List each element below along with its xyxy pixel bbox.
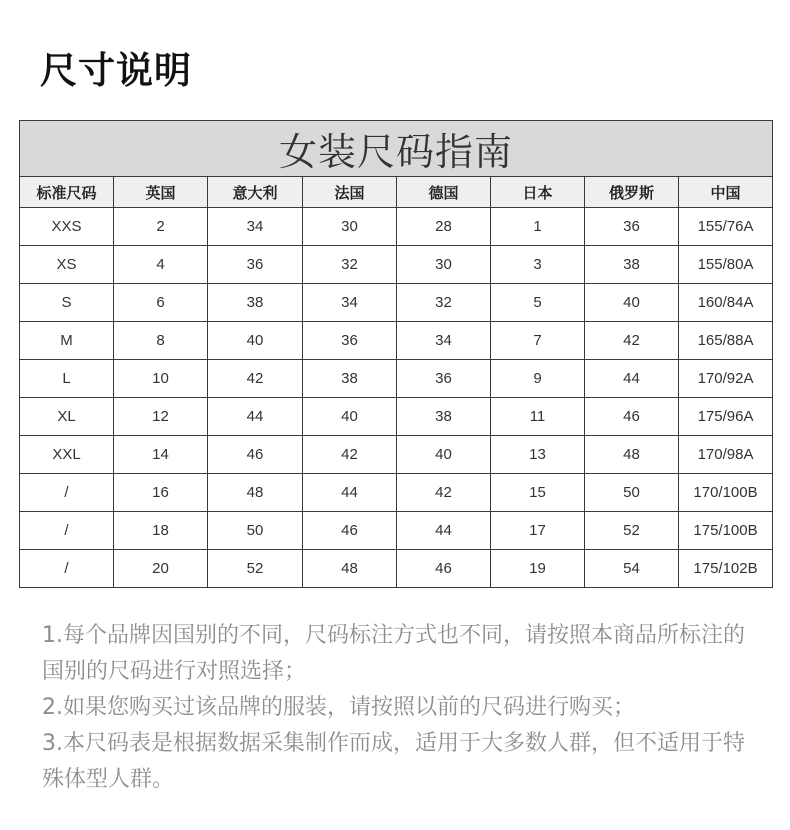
note-item: 1.每个品牌因国别的不同，尺码标注方式也不同，请按照本商品所标注的国别的尺码进行对照选择； <box>42 623 745 684</box>
table-cell: L <box>20 360 114 398</box>
table-body <box>20 208 773 588</box>
table-cell: 46 <box>397 550 491 588</box>
table-cell: M <box>20 322 114 360</box>
table-cell: 38 <box>397 398 491 436</box>
page-title: 尺寸说明 <box>40 49 192 92</box>
table-row <box>20 474 773 512</box>
note-item: 3.本尺码表是根据数据采集制作而成，适用于大多数人群，但不适用于特殊体型人群。 <box>42 731 745 792</box>
table-cell: 48 <box>585 436 679 474</box>
table-cell: 38 <box>303 360 397 398</box>
table-cell: 40 <box>397 436 491 474</box>
table-cell: 18 <box>114 512 208 550</box>
table-cell: / <box>20 474 114 512</box>
table-row <box>20 512 773 550</box>
table-cell: 17 <box>491 512 585 550</box>
table-cell: 9 <box>491 360 585 398</box>
table-cell: XS <box>20 246 114 284</box>
table-row <box>20 360 773 398</box>
table-cell: S <box>20 284 114 322</box>
table-cell: 2 <box>114 208 208 246</box>
table-cell: 165/88A <box>679 322 773 360</box>
table-cell: / <box>20 550 114 588</box>
table-cell: 42 <box>397 474 491 512</box>
table-row <box>20 208 773 246</box>
table-cell: 46 <box>303 512 397 550</box>
table-cell: 54 <box>585 550 679 588</box>
header-row <box>20 177 773 208</box>
table-cell: 155/76A <box>679 208 773 246</box>
table-cell: 5 <box>491 284 585 322</box>
table-cell: XXL <box>20 436 114 474</box>
table-cell: XL <box>20 398 114 436</box>
table-cell: 40 <box>303 398 397 436</box>
table-row <box>20 436 773 474</box>
table-cell: 38 <box>208 284 303 322</box>
table-cell: 170/100B <box>679 474 773 512</box>
table-cell: 32 <box>397 284 491 322</box>
table-cell: 40 <box>585 284 679 322</box>
table-cell: 50 <box>585 474 679 512</box>
column-header: 意大利 <box>208 177 303 208</box>
column-header: 法国 <box>303 177 397 208</box>
table-row <box>20 322 773 360</box>
table-cell: 170/92A <box>679 360 773 398</box>
table-row <box>20 550 773 588</box>
table-cell: 52 <box>208 550 303 588</box>
table-cell: 175/96A <box>679 398 773 436</box>
column-header: 德国 <box>397 177 491 208</box>
table-cell: 38 <box>585 246 679 284</box>
table-cell: 6 <box>114 284 208 322</box>
table-cell: 36 <box>585 208 679 246</box>
table-cell: 48 <box>208 474 303 512</box>
notes <box>42 618 762 798</box>
table-cell: 42 <box>208 360 303 398</box>
table-cell: 14 <box>114 436 208 474</box>
table-cell: 44 <box>208 398 303 436</box>
size-chart-table <box>19 120 773 588</box>
table-cell: 20 <box>114 550 208 588</box>
table-cell: 155/80A <box>679 246 773 284</box>
table-cell: 8 <box>114 322 208 360</box>
table-cell: 28 <box>397 208 491 246</box>
table-caption: 女装尺码指南 <box>20 121 773 177</box>
table-cell: 175/102B <box>679 550 773 588</box>
table-cell: 10 <box>114 360 208 398</box>
table-row <box>20 284 773 322</box>
table-cell: 175/100B <box>679 512 773 550</box>
table-row <box>20 246 773 284</box>
table-cell: 16 <box>114 474 208 512</box>
table-cell: XXS <box>20 208 114 246</box>
note-item: 2.如果您购买过该品牌的服装，请按照以前的尺码进行购买； <box>42 695 635 720</box>
table-cell: 30 <box>303 208 397 246</box>
table-cell: 44 <box>303 474 397 512</box>
table-cell: 48 <box>303 550 397 588</box>
table-cell: 40 <box>208 322 303 360</box>
column-header: 俄罗斯 <box>585 177 679 208</box>
table-cell: 32 <box>303 246 397 284</box>
table-cell: 170/98A <box>679 436 773 474</box>
table-cell: / <box>20 512 114 550</box>
table-cell: 34 <box>303 284 397 322</box>
column-header: 日本 <box>491 177 585 208</box>
table-cell: 46 <box>585 398 679 436</box>
table-cell: 12 <box>114 398 208 436</box>
table-cell: 30 <box>397 246 491 284</box>
table-cell: 1 <box>491 208 585 246</box>
table-cell: 42 <box>303 436 397 474</box>
table-cell: 160/84A <box>679 284 773 322</box>
table-cell: 34 <box>397 322 491 360</box>
table-cell: 36 <box>303 322 397 360</box>
table-cell: 46 <box>208 436 303 474</box>
table-cell: 19 <box>491 550 585 588</box>
column-header: 标准尺码 <box>20 177 114 208</box>
table-cell: 52 <box>585 512 679 550</box>
table-cell: 3 <box>491 246 585 284</box>
table-cell: 36 <box>397 360 491 398</box>
table-cell: 13 <box>491 436 585 474</box>
column-header: 中国 <box>679 177 773 208</box>
table-cell: 42 <box>585 322 679 360</box>
table-cell: 36 <box>208 246 303 284</box>
table-cell: 11 <box>491 398 585 436</box>
table-row <box>20 398 773 436</box>
column-header: 英国 <box>114 177 208 208</box>
table-cell: 15 <box>491 474 585 512</box>
table-cell: 4 <box>114 246 208 284</box>
table-cell: 44 <box>585 360 679 398</box>
table-cell: 50 <box>208 512 303 550</box>
table-cell: 7 <box>491 322 585 360</box>
table-cell: 44 <box>397 512 491 550</box>
table-cell: 34 <box>208 208 303 246</box>
